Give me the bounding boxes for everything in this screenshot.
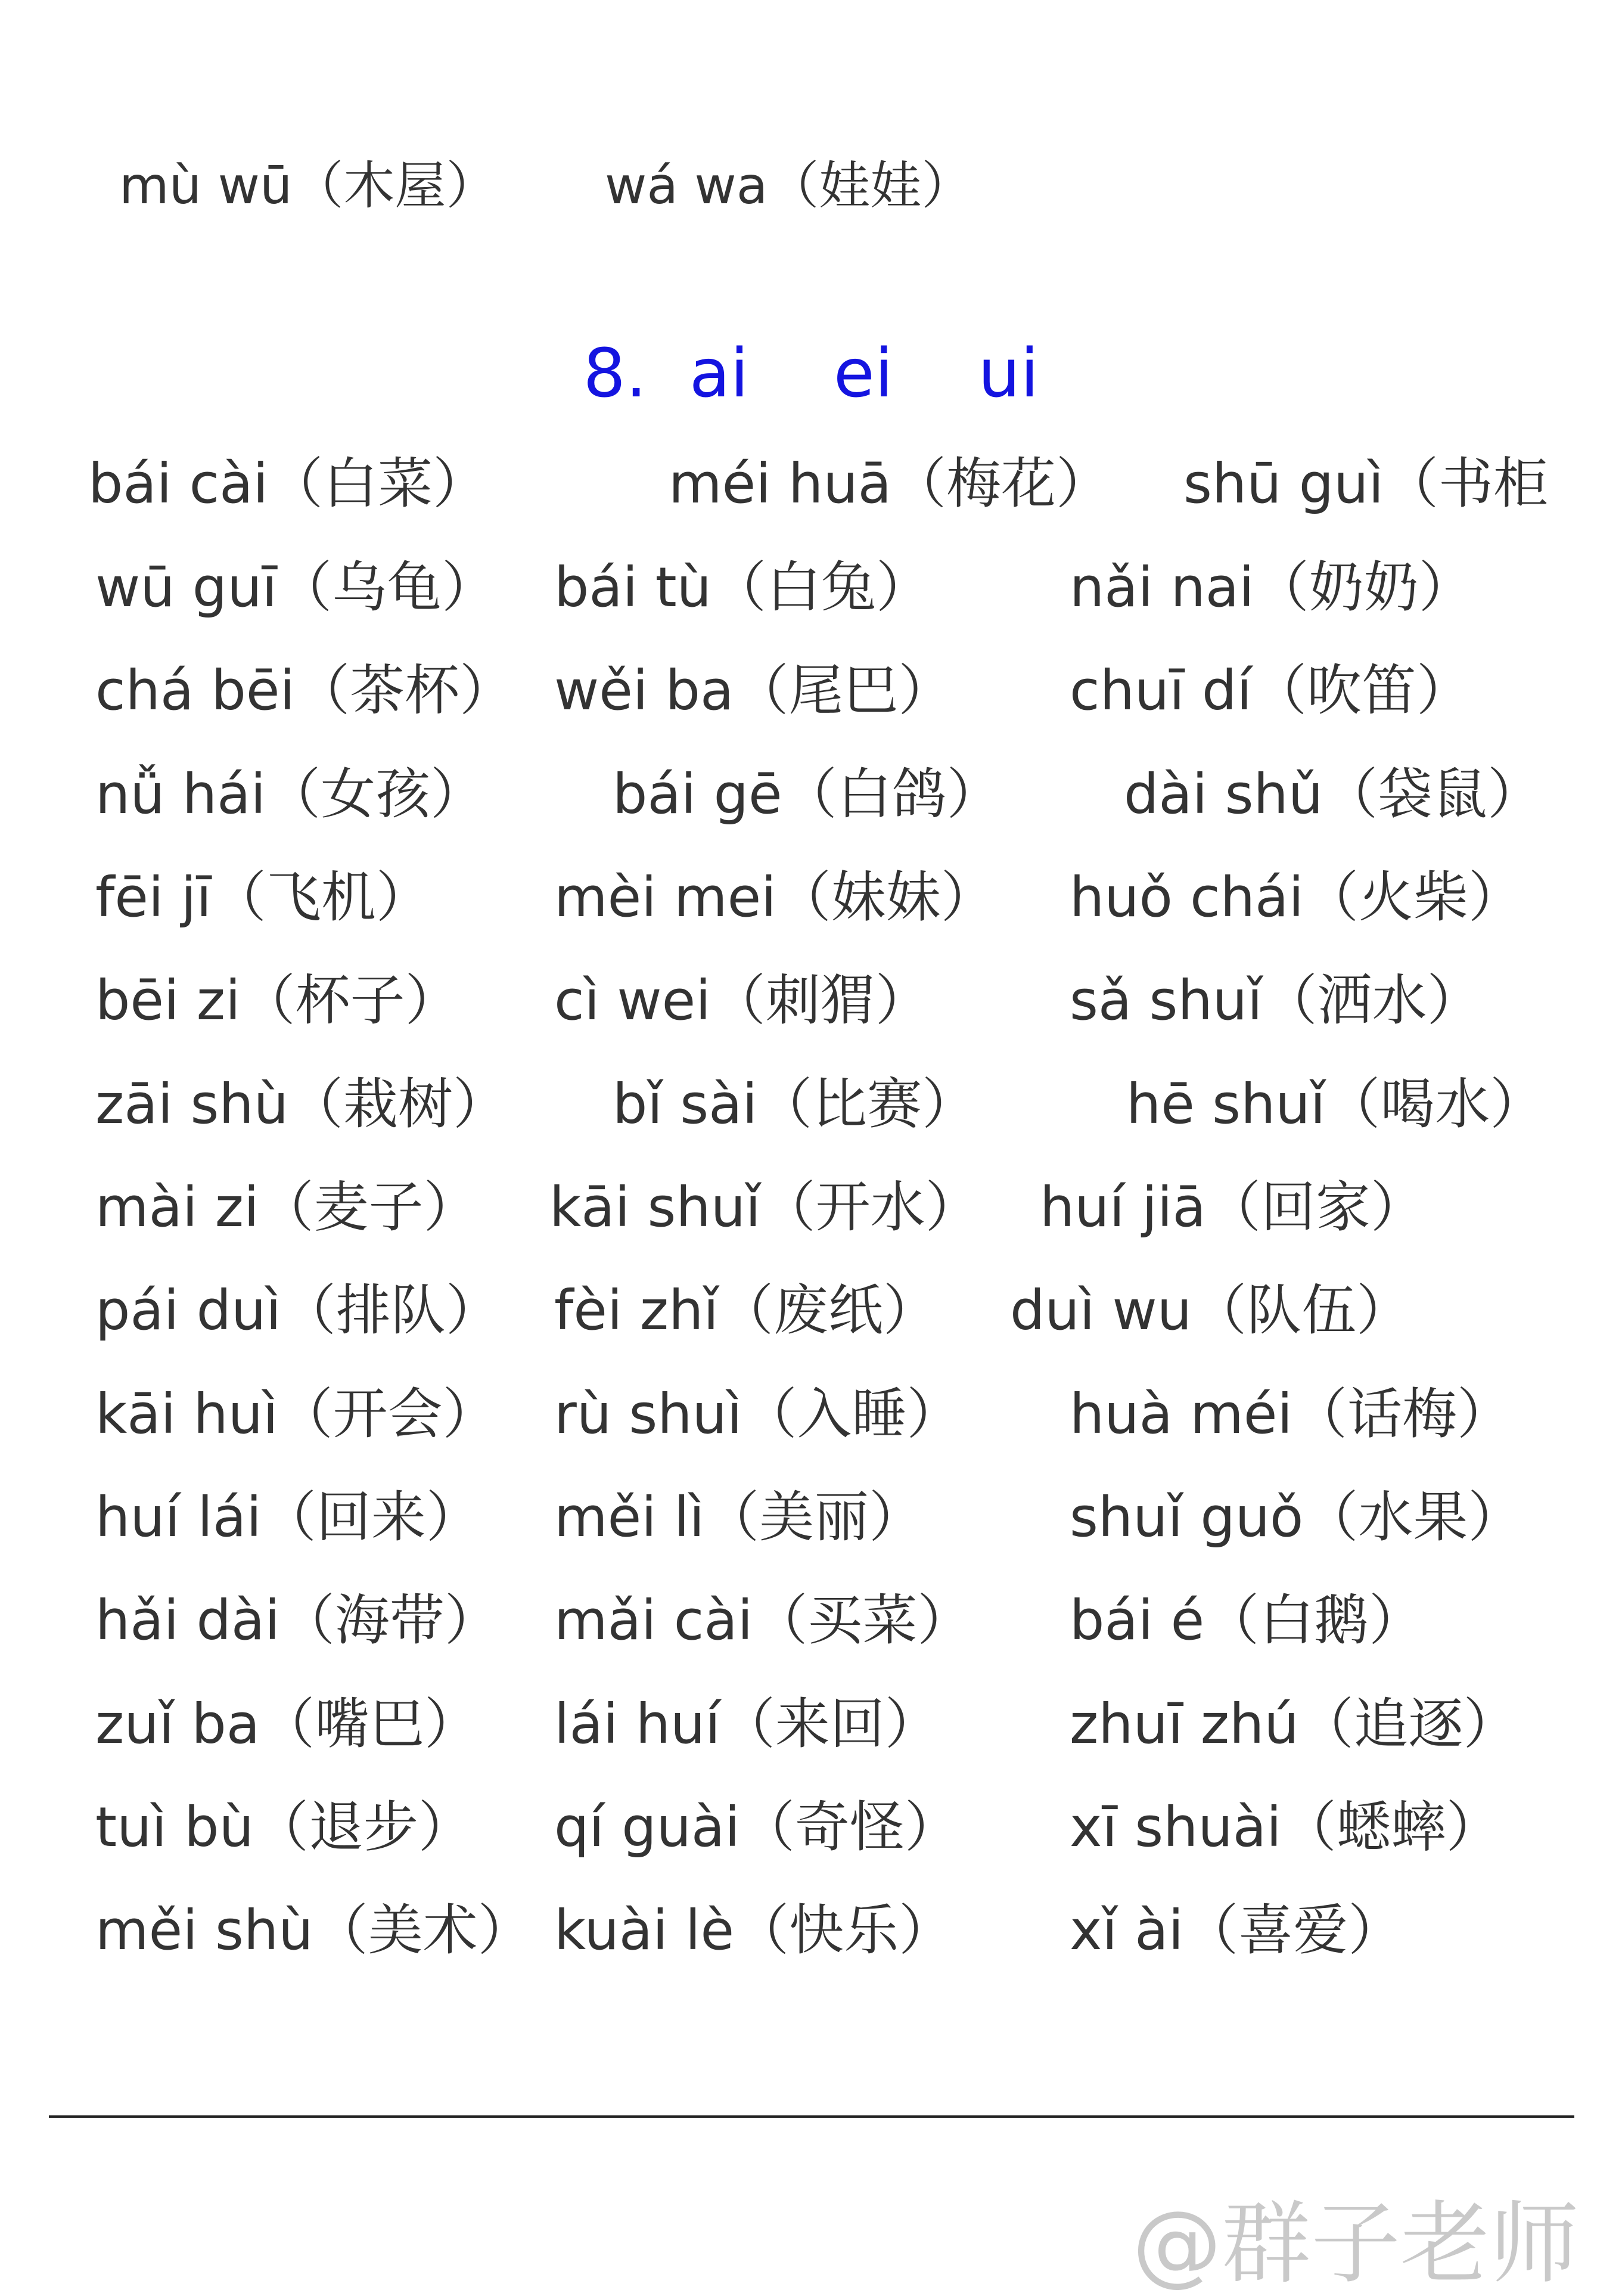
word-entry: rù shuì（入睡） (554, 1382, 962, 1446)
word-entry: huà méi（话梅） (1070, 1382, 1512, 1446)
word-entry: bái cài（白菜） (88, 452, 488, 516)
word-entry: mù wū（木屋） (119, 156, 498, 216)
word-entry: mài zi（麦子） (95, 1175, 478, 1239)
word-entry: chuī dí（吹笛） (1070, 659, 1471, 722)
word-row (0, 439, 1622, 529)
word-entry: nǎi nai（奶奶） (1070, 556, 1474, 619)
word-entry: fēi jī（飞机） (95, 865, 431, 929)
word-entry: huí jiā（回家） (1040, 1175, 1425, 1239)
word-entry: huí lái（回来） (95, 1485, 481, 1549)
word-entry: lái huí（来回） (554, 1692, 940, 1756)
word-entry: cì wei（刺猬） (554, 969, 930, 1032)
word-entry: méi huā（梅花） (669, 452, 1111, 516)
word-row (0, 1886, 1622, 1975)
word-entry: dài shǔ（袋鼠） (1124, 762, 1543, 826)
word-entry: xǐ ài（喜爱） (1070, 1898, 1403, 1962)
word-entry: pái duì（排队） (95, 1279, 501, 1342)
word-entry: zhuī zhú（追逐） (1070, 1692, 1518, 1756)
watermark: @群子老师 (1132, 2192, 1580, 2296)
word-entry: tuì bù（退步） (95, 1795, 473, 1859)
word-entry: kāi shuǐ（开水） (549, 1175, 980, 1239)
word-entry: bēi zi（杯子） (95, 969, 460, 1032)
word-entry: měi shù（美术） (95, 1898, 533, 1962)
word-row (0, 853, 1622, 942)
word-entry: sǎ shuǐ（洒水） (1070, 969, 1482, 1032)
word-row (0, 1576, 1622, 1665)
word-entry: chá bēi（茶杯） (95, 659, 515, 722)
section-heading: 8. ai ei ui (583, 335, 1039, 412)
word-entry: bái tù（白兔） (554, 556, 931, 619)
word-entry: shuǐ guǒ（水果） (1070, 1485, 1523, 1549)
word-entry: duì wu（队伍） (1010, 1279, 1412, 1342)
word-entry: shū guì（书柜 (1183, 452, 1549, 516)
word-row (0, 1163, 1622, 1252)
word-row (0, 1473, 1622, 1562)
word-entry: nǚ hái（女孩） (95, 762, 486, 826)
word-row (0, 1680, 1622, 1769)
word-entry: xī shuài（蟋蟀） (1070, 1795, 1501, 1859)
word-row (0, 956, 1622, 1045)
word-entry: wá wa（娃娃） (605, 156, 973, 216)
word-entry: wěi ba（尾巴） (554, 659, 953, 722)
word-row (0, 750, 1622, 839)
word-row (0, 543, 1622, 632)
word-row (0, 1060, 1622, 1149)
word-entry: fèi zhǐ（废纸） (554, 1279, 938, 1342)
word-entry: qí guài（奇怪） (554, 1795, 959, 1859)
word-entry: zuǐ ba（嘴巴） (95, 1692, 480, 1756)
word-row (0, 646, 1622, 736)
word-entry: bái gē（白鸽） (613, 762, 1002, 826)
word-entry: měi lì（美丽） (554, 1485, 924, 1549)
word-entry: kāi huì（开会） (95, 1382, 498, 1446)
word-entry: hē shuǐ（喝水） (1126, 1072, 1545, 1136)
word-entry: bǐ sài（比赛） (613, 1072, 977, 1136)
word-entry: kuài lè（快乐） (554, 1898, 954, 1962)
page-divider (49, 2115, 1574, 2118)
top-word-line (0, 144, 1622, 228)
word-entry: wū guī（乌龟） (95, 556, 497, 619)
word-row (0, 1783, 1622, 1872)
word-row (0, 1266, 1622, 1355)
word-entry: hǎi dài（海带） (95, 1588, 499, 1652)
word-entry: zāi shù（栽树） (95, 1072, 508, 1136)
word-entry: bái é（白鹅） (1070, 1588, 1424, 1652)
word-entry: huǒ chái（火柴） (1070, 865, 1523, 929)
word-entry: mǎi cài（买菜） (554, 1588, 972, 1652)
word-row (0, 1370, 1622, 1459)
word-entry: mèi mei（妹妹） (554, 865, 996, 929)
